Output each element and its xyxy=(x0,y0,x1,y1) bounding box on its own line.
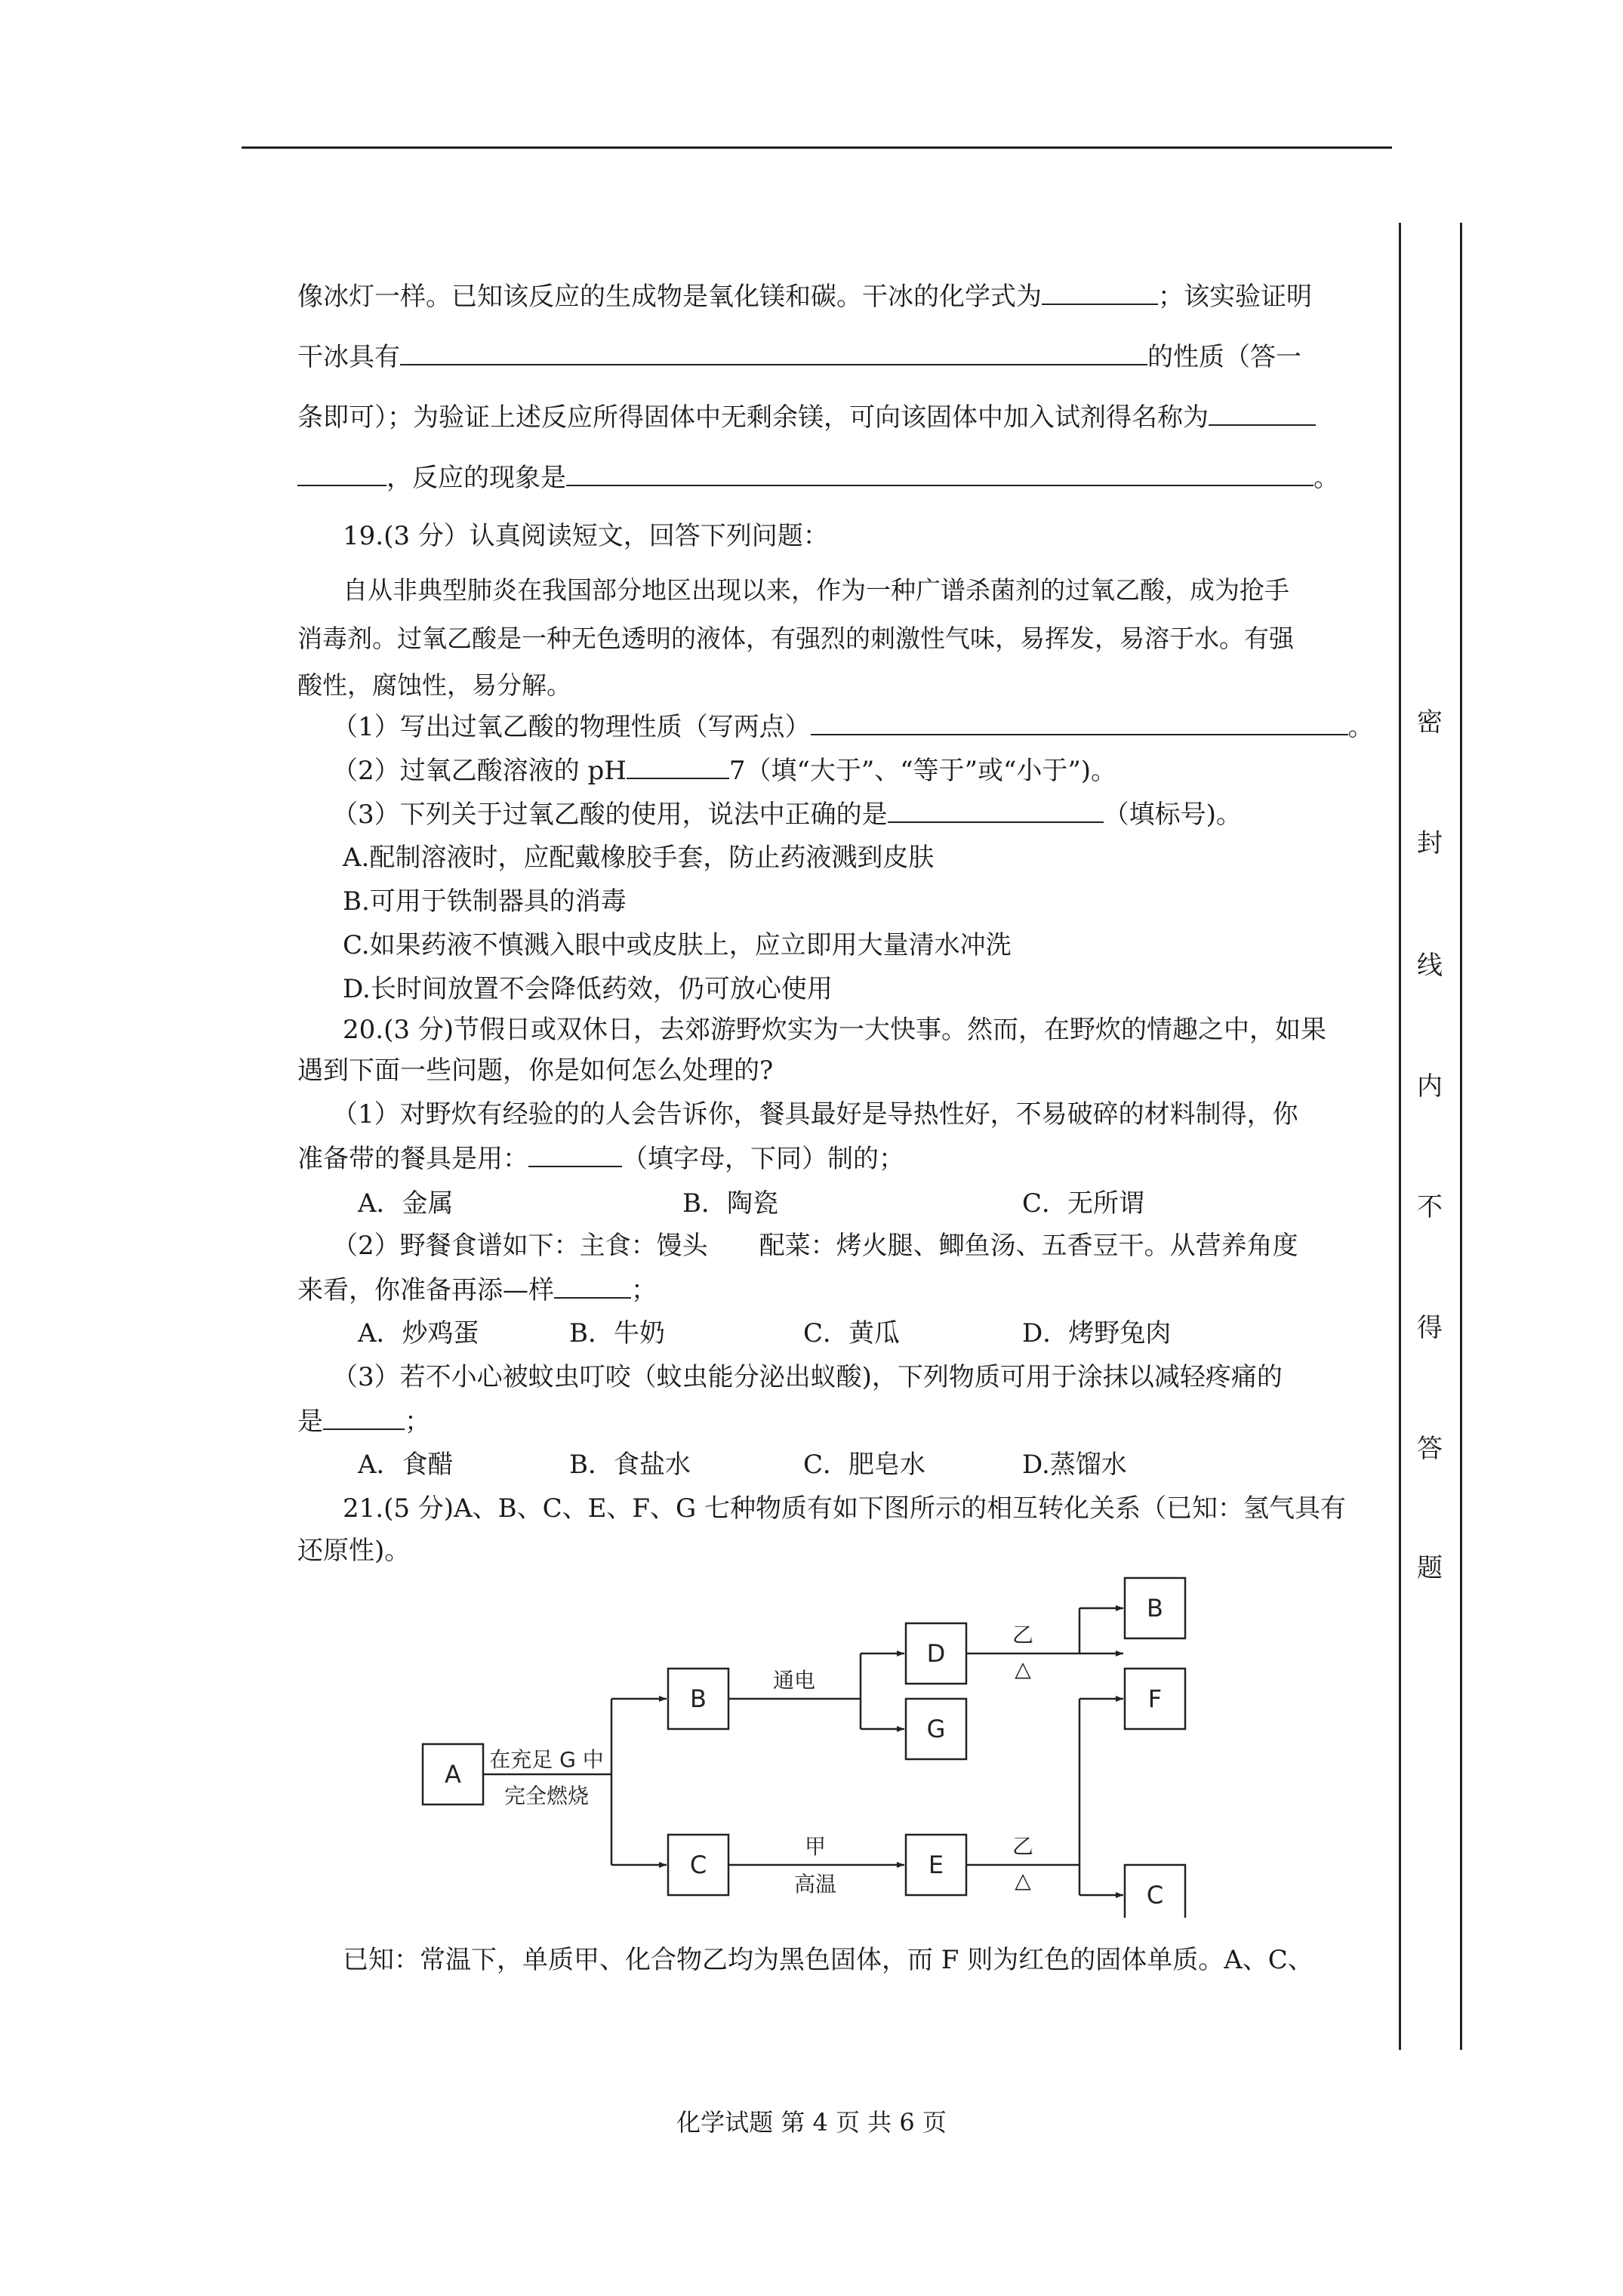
q19-option-a: A.配制溶液时，应配戴橡胶手套，防止药液溅到皮肤 xyxy=(343,843,935,873)
condition-jia: 甲 xyxy=(804,1834,827,1859)
q20-sub-3-cont xyxy=(297,1406,430,1437)
answer-blank xyxy=(888,799,1104,823)
q20-intro-1: 20.(3 分)节假日或双休日，去郊游野炊实为一大快事。然而，在野炊的情趣之中，如果 xyxy=(343,1015,1327,1045)
q19-text: 7（填“大于”、“等于”或“小于”)。 xyxy=(728,756,1117,786)
q20-sub-3-option: B．食盐水 xyxy=(569,1450,691,1480)
q18-line-1 xyxy=(297,281,1312,312)
q20-sub-2-option: A．炒鸡蛋 xyxy=(358,1318,479,1348)
q19-sub-2 xyxy=(332,755,1116,786)
answer-blank xyxy=(566,462,1313,486)
q19-passage-line: 消毒剂。过氧乙酸是一种无色透明的液体，有强烈的刺激性气味，易挥发，易溶于水。有强 xyxy=(297,624,1294,653)
q20-sub-2-option: B．牛奶 xyxy=(569,1318,665,1348)
q20-sub-2-option: C．黄瓜 xyxy=(803,1318,901,1348)
node-c-label: C xyxy=(689,1851,707,1879)
node-g-label: G xyxy=(926,1715,946,1743)
q20-sub-1-option: A．金属 xyxy=(358,1188,454,1219)
q18-text: ；该实验证明 xyxy=(1158,282,1312,312)
q20-sub-1-option: B．陶瓷 xyxy=(682,1188,778,1219)
condition-yi-lower: 乙 xyxy=(1012,1834,1034,1859)
q20-text: ； xyxy=(405,1407,430,1437)
q19-text: （1）写出过氧乙酸的物理性质（写两点） xyxy=(332,712,811,742)
q18-text: 干冰具有 xyxy=(297,342,400,372)
condition-burn-2: 完全燃烧 xyxy=(504,1783,590,1808)
q21-known: 已知：常温下，单质甲、化合物乙均为黑色固体，而 F 则为红色的固体单质。A、C、 xyxy=(343,1945,1313,1975)
q19-text: （2）过氧乙酸溶液的 pH xyxy=(332,756,627,786)
q20-sub-2-option: D．烤野兔肉 xyxy=(1022,1318,1172,1348)
seal-char: 题 xyxy=(1417,1553,1443,1583)
node-b2-label: B xyxy=(1147,1594,1163,1623)
conversion-diagram xyxy=(408,1570,1238,1918)
header-rule xyxy=(242,146,1392,149)
seal-char: 封 xyxy=(1417,828,1443,858)
q20-text: 准备带的餐具是用： xyxy=(297,1144,528,1174)
condition-yi-upper: 乙 xyxy=(1012,1623,1034,1647)
answer-blank xyxy=(1042,281,1158,305)
q21-intro-2: 还原性)。 xyxy=(297,1536,411,1566)
q18-line-4 xyxy=(297,462,1339,493)
seal-char: 不 xyxy=(1417,1192,1443,1222)
q20-sub-1: （1）对野炊有经验的的人会告诉你，餐具最好是导热性好，不易破碎的材料制得，你 xyxy=(332,1099,1298,1130)
q20-sub-2: （2）野餐食谱如下：主食：馒头 配菜：烤火腿、鲫鱼汤、五香豆干。从营养角度 xyxy=(332,1231,1298,1261)
q19-option-c: C.如果药液不慎溅入眼中或皮肤上，应立即用大量清水冲洗 xyxy=(343,930,1012,960)
seal-char: 内 xyxy=(1417,1071,1443,1102)
seal-char: 得 xyxy=(1417,1313,1443,1343)
seal-char: 线 xyxy=(1417,951,1443,981)
q20-sub-3-option: C．肥皂水 xyxy=(803,1450,926,1480)
node-c2-label: C xyxy=(1146,1881,1164,1909)
q19-sub-3 xyxy=(332,799,1242,830)
q18-text: 条即可）；为验证上述反应所得固体中无剩余镁，可向该固体中加入试剂得名称为 xyxy=(297,402,1209,433)
q21-intro-1: 21.(5 分)A、B、C、E、F、G 七种物质有如下图所示的相互转化关系（已知：氢气具有 xyxy=(343,1493,1346,1524)
q19-text: 。 xyxy=(1347,712,1374,742)
node-b-label: B xyxy=(690,1684,707,1713)
answer-blank xyxy=(400,341,1147,365)
q20-sub-1-cont xyxy=(297,1143,904,1174)
answer-blank xyxy=(323,1406,405,1430)
seal-char: 答 xyxy=(1417,1434,1443,1464)
q18-text: ，反应的现象是 xyxy=(387,463,566,493)
seal-line-right xyxy=(1460,223,1462,2050)
heat-symbol-lower: △ xyxy=(1015,1868,1031,1893)
answer-blank xyxy=(1209,402,1316,426)
q19-option-b: B.可用于铁制器具的消毒 xyxy=(343,886,627,917)
q19-text: （填标号)。 xyxy=(1103,800,1242,830)
q20-text: 是 xyxy=(297,1407,323,1437)
condition-electrolysis: 通电 xyxy=(772,1668,816,1693)
node-d-label: D xyxy=(926,1639,946,1668)
q20-text: ； xyxy=(631,1275,657,1305)
answer-blank xyxy=(627,755,729,779)
answer-blank xyxy=(554,1274,631,1299)
q19-option-d: D.长时间放置不会降低药效，仍可放心使用 xyxy=(343,974,833,1004)
q19-sub-1 xyxy=(332,711,1374,742)
node-f-label: F xyxy=(1147,1684,1163,1713)
page-footer: 化学试题 第 4 页 共 6 页 xyxy=(676,2108,947,2137)
q18-text: 。 xyxy=(1313,463,1339,493)
node-a-label: A xyxy=(445,1760,461,1789)
q20-sub-1-option: C．无所谓 xyxy=(1022,1188,1145,1219)
q20-intro-2: 遇到下面一些问题，你是如何怎么处理的? xyxy=(297,1056,774,1086)
heat-symbol-upper: △ xyxy=(1015,1657,1031,1681)
answer-blank xyxy=(528,1143,622,1167)
seal-line-left xyxy=(1399,223,1401,2050)
q19-passage-line: 自从非典型肺炎在我国部分地区出现以来，作为一种广谱杀菌剂的过氧乙酸，成为抢手 xyxy=(343,575,1289,605)
seal-char: 密 xyxy=(1417,707,1443,738)
q20-sub-2-cont xyxy=(297,1274,657,1305)
q20-text: 来看，你准备再添—样 xyxy=(297,1275,554,1305)
q20-sub-3-option: D.蒸馏水 xyxy=(1022,1450,1127,1480)
q20-sub-3: （3）若不小心被蚊虫叮咬（蚊虫能分泌出蚁酸)，下列物质可用于涂抹以减轻疼痛的 xyxy=(332,1362,1283,1392)
q18-text: 的性质（答一 xyxy=(1147,342,1301,372)
q19-title: 19.(3 分）认真阅读短文，回答下列问题： xyxy=(343,521,829,551)
q18-line-2 xyxy=(297,341,1301,372)
q18-text: 像冰灯一样。已知该反应的生成物是氧化镁和碳。干冰的化学式为 xyxy=(297,282,1042,312)
answer-blank xyxy=(297,462,387,486)
condition-burn-1: 在充足 G 中 xyxy=(489,1747,604,1772)
q20-sub-3-option: A．食醋 xyxy=(358,1450,454,1480)
q18-line-3 xyxy=(297,402,1316,433)
answer-blank xyxy=(811,711,1348,735)
q19-passage-line: 酸性，腐蚀性，易分解。 xyxy=(297,670,571,700)
condition-gaowen: 高温 xyxy=(793,1872,837,1897)
q20-text: （填字母，下同）制的； xyxy=(622,1144,904,1174)
node-e-label: E xyxy=(928,1851,944,1879)
q19-text: （3）下列关于过氧乙酸的使用，说法中正确的是 xyxy=(332,800,888,830)
